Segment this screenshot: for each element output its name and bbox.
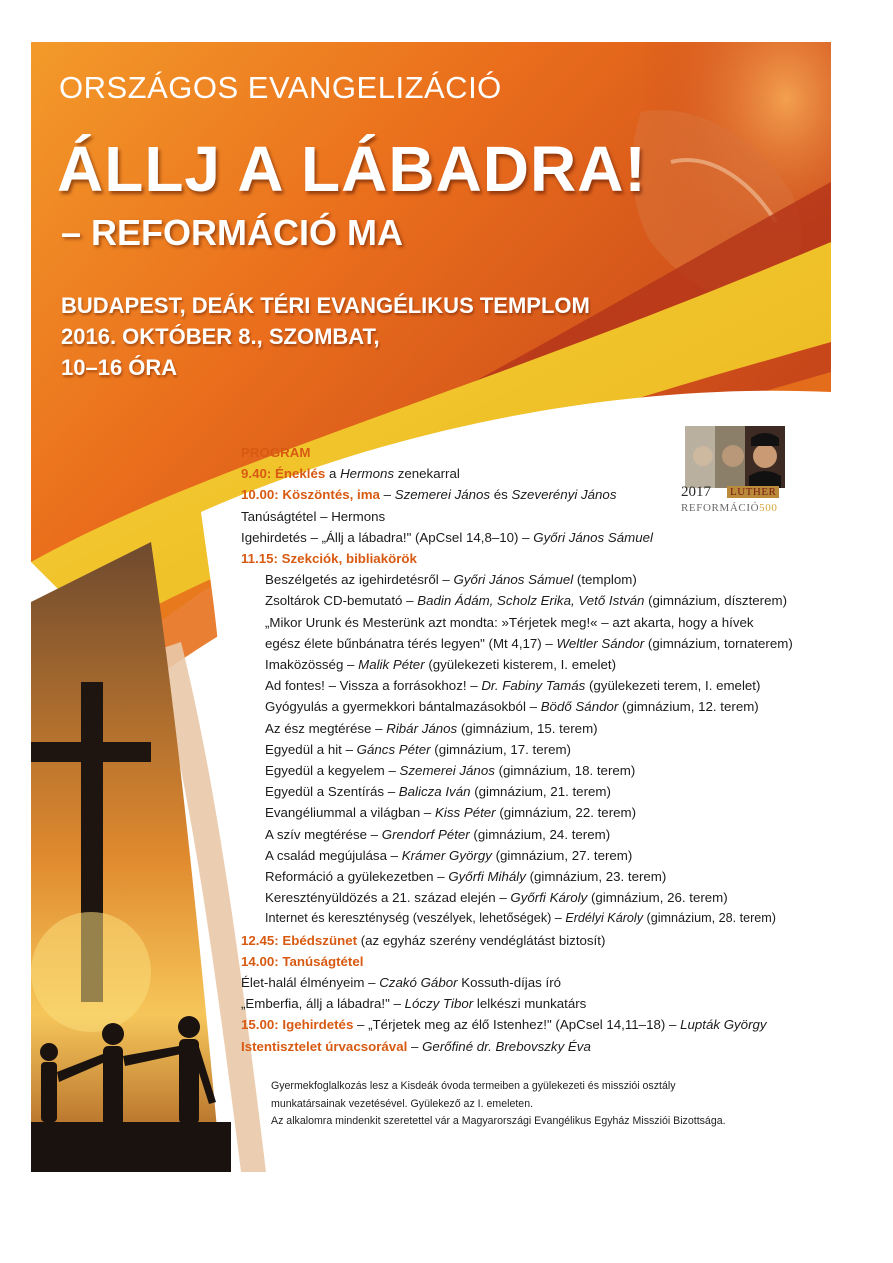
logo-year: 2017 bbox=[681, 484, 711, 500]
section-item: Beszélgetés az igehirdetésről – Győri János Sámuel (templom) bbox=[265, 572, 637, 588]
program-item: 14.00: Tanúságtétel bbox=[241, 953, 364, 969]
date-line: 2016. OKTÓBER 8., SZOMBAT, bbox=[61, 324, 380, 349]
footer-notes bbox=[271, 1078, 811, 1131]
section-item: Egyedül a hit – Gáncs Péter (gimnázium, 17. terem) bbox=[265, 741, 571, 757]
section-item: Egyedül a kegyelem – Szemerei János (gimnázium, 18. terem) bbox=[265, 763, 636, 779]
org-title: ORSZÁGOS EVANGELIZÁCIÓ bbox=[59, 70, 502, 105]
venue-line: BUDAPEST, DEÁK TÉRI EVANGÉLIKUS TEMPLOM bbox=[61, 293, 590, 318]
section-item: Reformáció a gyülekezetben – Győrfi Mihály (gimnázium, 23. terem) bbox=[265, 869, 667, 885]
program-item: 15.00: Igehirdetés – „Térjetek meg az élő Istenhez!" (ApCsel 14,11–18) – Lupták György bbox=[241, 1017, 767, 1033]
section-item: Egyedül a Szentírás – Balicza Iván (gimnázium, 21. terem) bbox=[265, 784, 611, 800]
note-line: Az alkalomra mindenkit szeretettel vár a Magyarországi Evangélikus Egyház Missziói Bizottsága. bbox=[271, 1115, 726, 1127]
program-item: 11.15: Szekciók, bibliakörök bbox=[241, 551, 417, 567]
note-line: Gyermekfoglalkozás lesz a Kisdeák óvoda termeiben a gyülekezeti és missziói osztály bbox=[271, 1080, 676, 1092]
program-item: 10.00: Köszöntés, ima – Szemerei János és Szeverényi János bbox=[241, 487, 617, 503]
section-item: Zsoltárok CD-bemutató – Badin Ádám, Scholz Erika, Vető István (gimnázium, díszterem) bbox=[265, 593, 787, 609]
logo-luther: LUTHER bbox=[727, 486, 779, 498]
section-item: Az ész megtérése – Ribár János (gimnázium, 15. terem) bbox=[265, 720, 598, 736]
program-item: 12.45: Ebédszünet (az egyház szerény vendéglátást biztosít) bbox=[241, 932, 606, 948]
program-heading: PROGRAM bbox=[241, 445, 311, 460]
program-item: Tanúságtétel – Hermons bbox=[241, 508, 386, 524]
section-item: egész élete bűnbánatra térés legyen" (Mt 4,17) – Weltler Sándor (gimnázium, tornaterem) bbox=[265, 635, 793, 651]
program-item: Igehirdetés – „Állj a lábadra!" (ApCsel 14,8–10) – Győri János Sámuel bbox=[241, 529, 653, 545]
section-item: Gyógyulás a gyermekkori bántalmazásokból – Bödő Sándor (gimnázium, 12. terem) bbox=[265, 699, 759, 715]
main-title: ÁLLJ A LÁBADRA! bbox=[57, 133, 647, 205]
program-item: Élet-halál élményeim – Czakó Gábor Kossuth-díjas író bbox=[241, 975, 562, 991]
section-item: Internet és kereszténység (veszélyek, lehetőségek) – Erdélyi Károly (gimnázium, 28. terem) bbox=[265, 911, 776, 926]
note-line: munkatársainak vezetésével. Gyülekező az I. emeleten. bbox=[271, 1097, 534, 1110]
venue-block bbox=[61, 290, 590, 383]
section-item: Evangéliummal a világban – Kiss Péter (gimnázium, 22. terem) bbox=[265, 805, 637, 821]
section-item: Ad fontes! – Vissza a forrásokhoz! – Dr. Fabiny Tamás (gyülekezeti terem, I. emelet) bbox=[265, 678, 761, 694]
program-item: Istentisztelet úrvacsorával – Gerőfiné dr. Brebovszky Éva bbox=[241, 1038, 591, 1054]
section-item: „Mikor Urunk és Mesterünk azt mondta: »Térjetek meg!« – azt akarta, hogy a hívek bbox=[265, 614, 754, 630]
program-item: „Emberfia, állj a lábadra!" – Lóczy Tibor lelkészi munkatárs bbox=[241, 996, 587, 1012]
program-item: 9.40: Éneklés a Hermons zenekarral bbox=[241, 466, 460, 482]
poster bbox=[31, 42, 831, 1172]
time-line: 10–16 ÓRA bbox=[61, 355, 178, 380]
section-item: A szív megtérése – Grendorf Péter (gimnázium, 24. terem) bbox=[265, 826, 611, 842]
section-item: Keresztényüldözés a 21. század elején – Győrfi Károly (gimnázium, 26. terem) bbox=[265, 890, 728, 906]
logo-500: 500 bbox=[759, 502, 778, 514]
program-list bbox=[241, 442, 811, 1057]
section-item: Imaközösség – Malik Péter (gyülekezeti kisterem, I. emelet) bbox=[265, 657, 617, 673]
logo-reformacio-text: REFORMÁCIÓ bbox=[681, 502, 760, 514]
subtitle: – REFORMÁCIÓ MA bbox=[61, 212, 403, 253]
section-item: A család megújulása – Krámer György (gimnázium, 27. terem) bbox=[265, 847, 633, 863]
